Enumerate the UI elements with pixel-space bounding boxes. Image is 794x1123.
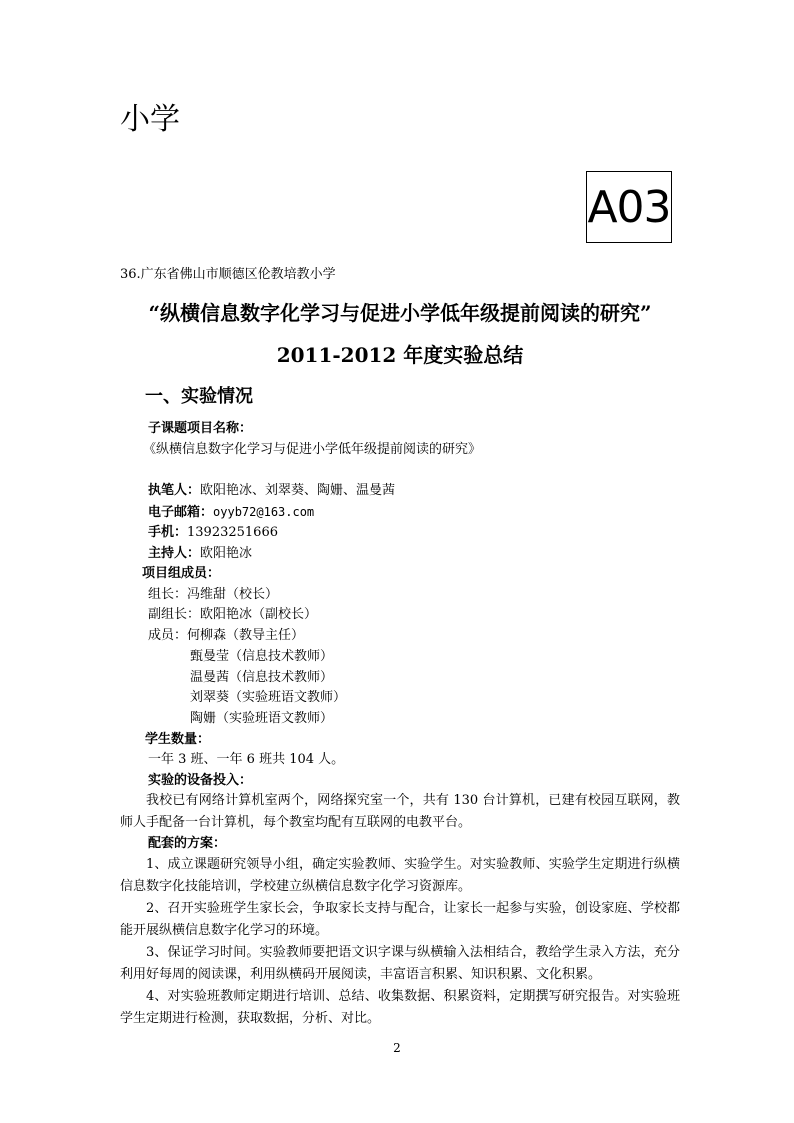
email-row (148, 502, 314, 523)
plan-item: 1、成立课题研究领导小组，确定实验教师、实验学生。对实验教师、实验学生定期进行纵横信息数字化技能培训，学校建立纵横信息数字化学习资源库。 (120, 857, 680, 894)
students-value: 一年 3 班、一年 6 班共 104 人。 (148, 752, 345, 767)
students-label: 学生数量： (145, 732, 211, 747)
page-number: 2 (393, 1041, 401, 1055)
email-label: 电子邮箱： (148, 505, 214, 520)
category-label: 小学 (120, 102, 180, 137)
writers-value: 欧阳艳冰、刘翠葵、陶姗、温曼茜 (200, 483, 396, 498)
plan-item: 4、对实验班教师定期进行培训、总结、收集数据、积累资料，定期撰写研究报告。对实验班学生定期进行检测，获取数据，分析、对比。 (120, 989, 680, 1026)
plan-item: 2、召开实验班学生家长会，争取家长支持与配合，让家长一起参与实验，创设家庭、学校都能开展纵横信息数字化学习的环境。 (120, 901, 680, 938)
writers-label: 执笔人： (148, 483, 201, 498)
plan-item: 3、保证学习时间。实验教师要把语文识字课与纵横输入法相结合，教给学生录入方法，充分利用好每周的阅读课，利用纵横码开展阅读，丰富语言积累、知识积累、文化积累。 (120, 945, 680, 982)
document-code-box: A03 (586, 171, 672, 243)
phone-row (148, 523, 278, 543)
subproject-name: 《纵横信息数字化学习与促进小学低年级提前阅读的研究》 (143, 442, 482, 457)
writers-row (148, 481, 395, 501)
plans-label: 配套的方案： (148, 836, 227, 851)
team-leader: 组长：冯维甜（校长） (148, 587, 279, 602)
school-name: 36.广东省佛山市顺德区伦教培教小学 (120, 267, 336, 282)
team-member: 陶姗（实验班语文教师） (190, 711, 334, 726)
phone-label: 手机： (148, 525, 188, 540)
team-member: 刘翠葵（实验班语文教师） (190, 690, 347, 705)
phone-value: 13923251666 (187, 525, 278, 540)
document-subtitle: 2011-2012 年度实验总结 (276, 343, 524, 367)
subproject-label: 子课题项目名称： (148, 421, 253, 436)
host-value: 欧阳艳冰 (200, 546, 253, 561)
document-title: “纵横信息数字化学习与促进小学低年级提前阅读的研究” (148, 301, 652, 325)
team-member: 温曼茜（信息技术教师） (190, 670, 334, 685)
equipment-label: 实验的设备投入： (148, 773, 253, 788)
email-value: oyyb72@163.com (213, 505, 315, 519)
section-heading: 一、实验情况 (145, 386, 253, 407)
host-label: 主持人： (148, 546, 201, 561)
team-member: 甄曼莹（信息技术教师） (190, 649, 334, 664)
team-deputy: 副组长：欧阳艳冰（副校长） (148, 607, 318, 622)
team-members-first: 成员：何柳森（教导主任） (148, 628, 305, 643)
host-row (148, 544, 252, 564)
equipment-paragraph: 我校已有网络计算机室两个，网络探究室一个，共有 130 台计算机，已建有校园互联网，教师人手配备一台计算机，每个教室均配有互联网的电教平台。 (120, 793, 680, 830)
team-label: 项目组成员： (142, 566, 221, 581)
